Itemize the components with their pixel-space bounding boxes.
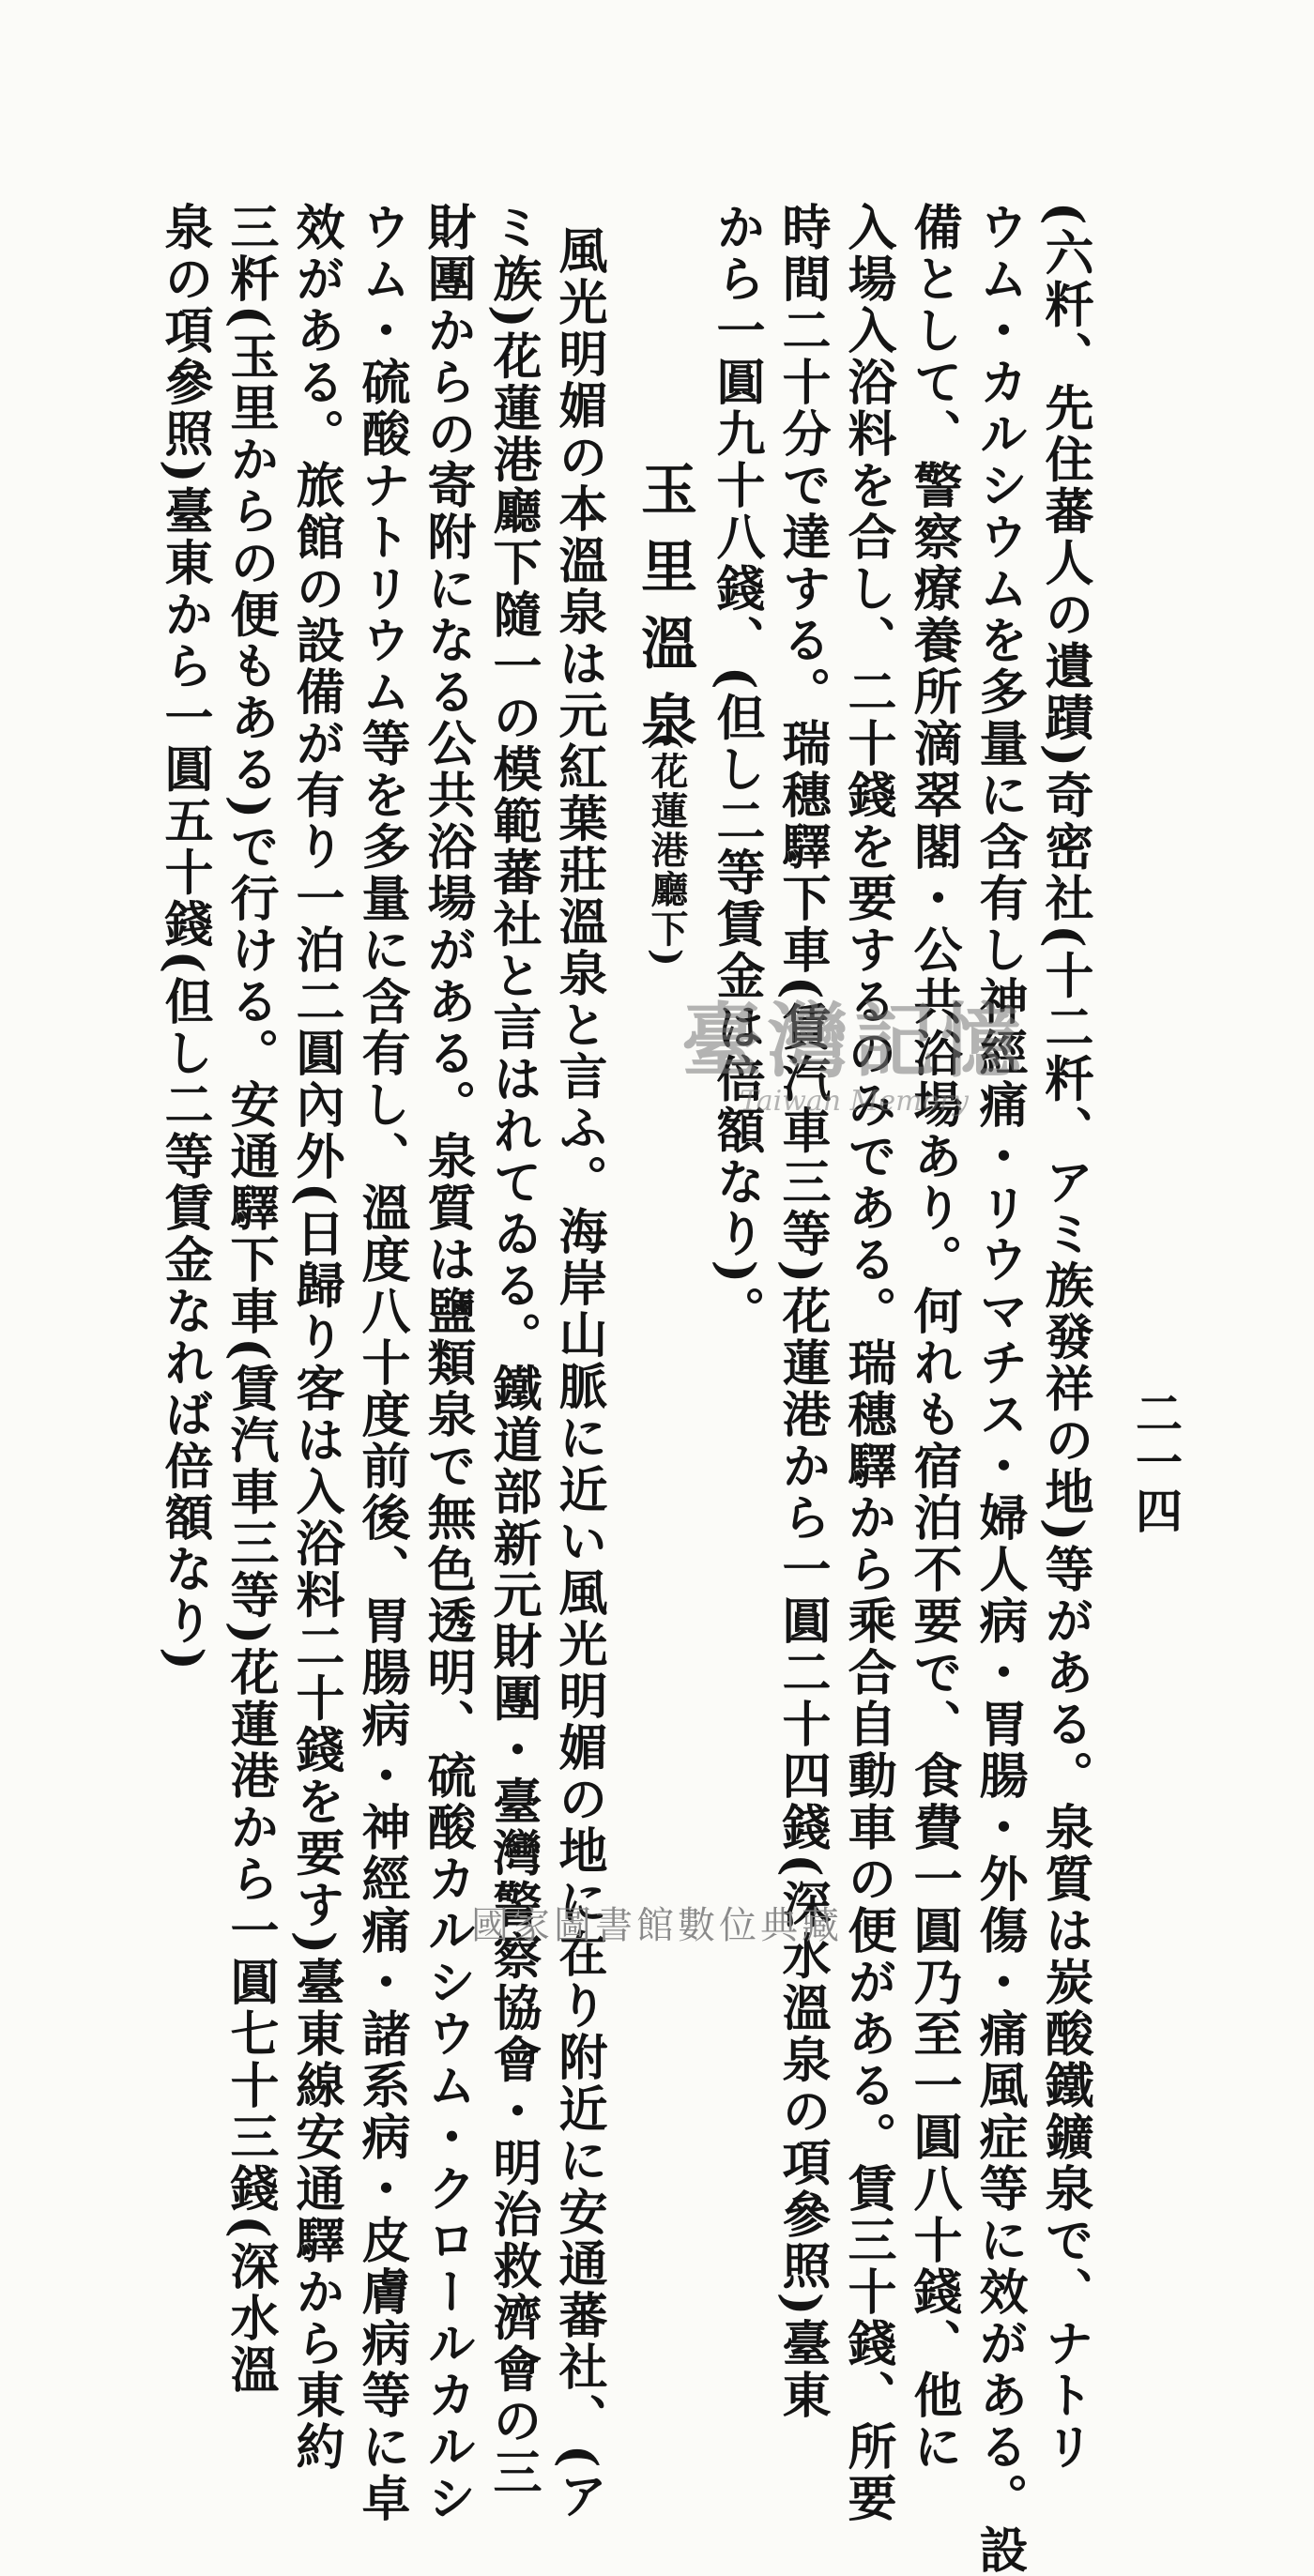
- upper-line-1: (六粁、先住蕃人の遺蹟)奇密社(十二粁、アミ族發祥の地)等がある。泉質は炭酸鐵鑛泉で、ナトリ: [1036, 202, 1093, 2474]
- footer-collection-label: 國家圖書館數位典藏: [471, 1904, 843, 1947]
- lower-line-1: 風光明媚の本溫泉は元紅葉莊溫泉と言ふ。海岸山脈に近い風光明媚の地に在り附近に安通蕃社、(ア: [550, 225, 607, 2523]
- watermark-chinese: 臺灣記憶: [681, 994, 1027, 1089]
- upper-line-2: ウム・カルシウムを多量に含有し神經痛・リウマチス・婦人病・胃腸・外傷・痛風症等に效がある。設: [970, 202, 1028, 2576]
- lower-line-2: ミ族)花蓮港廳下隨一の模範蕃社と言はれてゐる。鐵道部新元財團・臺灣警察協會・明治救濟會の三: [484, 202, 542, 2499]
- watermark-english: Taiwan Memory: [740, 1085, 969, 1118]
- lower-line-6: 三粁(玉里からの便もある)で行ける。安通驛下車(賃汽車三等)花蓮港から一圓七十三錢(深水溫: [222, 202, 279, 2397]
- section-subtitle: (花蓮港廳下): [645, 732, 689, 968]
- upper-line-3: 備として、警察療養所滴翠閣・公共浴場あり。何れも宿泊不要で、食費一圓乃至一圓八十錢、他に: [905, 202, 962, 2473]
- upper-line-6: から一圓九十八錢、(但し二等賃金は倍額なり)。: [708, 202, 765, 1338]
- lower-line-5: 效がある。旅館の設備が有り一泊二圓內外(日歸り客は入浴料二十錢を要す)臺東線安通驛から東約: [287, 202, 344, 2474]
- page-number: 二一四: [1128, 1389, 1184, 1535]
- section-title: 玉里溫泉: [632, 460, 697, 768]
- lower-line-7: 泉の項參照)臺東から一圓五十錢(但し二等賃金なれば倍額なり): [156, 202, 213, 1673]
- lower-line-3: 財團からの寄附になる公共浴場がある。泉質は鹽類泉で無色透明、硫酸カルシウム・クロールカルシ: [419, 202, 476, 2524]
- lower-line-4: ウム・硫酸ナトリウム等を多量に含有し、溫度八十度前後、胃腸病・神經痛・諸系病・皮膚病等に卓: [353, 202, 410, 2524]
- upper-line-4: 入場入浴料を合し、二十錢を要するのみである。瑞穗驛から乘合自動車の便がある。賃三十錢、所要: [839, 202, 896, 2524]
- upper-line-5: 時間二十分で達する。瑞穗驛下車(賃汽車三等)花蓮港から一圓二十四錢(深水溫泉の項參照)臺東: [773, 202, 831, 2422]
